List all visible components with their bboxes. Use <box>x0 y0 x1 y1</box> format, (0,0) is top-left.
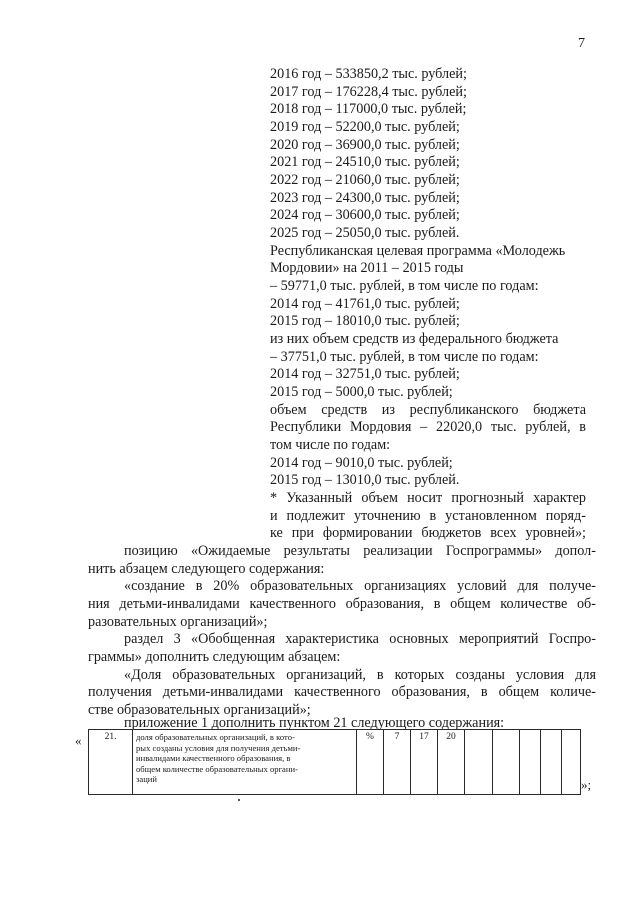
open-quote: « <box>75 733 82 748</box>
value-cell: 7 <box>384 730 411 795</box>
table-row <box>89 730 581 795</box>
description-line: доля образовательных организаций, в кото- <box>136 732 295 742</box>
funding-line: 2014 год – 9010,0 тыс. рублей; <box>270 455 453 471</box>
funding-line: Республики Мордовия – 22020,0 тыс. рублей, в <box>270 419 586 435</box>
funding-line: 2024 год – 30600,0 тыс. рублей; <box>270 207 460 223</box>
funding-line: из них объем средств из федерального бюджета <box>270 331 559 347</box>
value-cell: 20 <box>438 730 465 795</box>
close-quote: »; <box>581 777 592 792</box>
value-cell <box>493 730 520 795</box>
body-line: граммы» дополнить следующим абзацем: <box>88 649 341 665</box>
description-line: инвалидами качественного образования, в <box>136 753 291 764</box>
description-line: рых созданы условия для получения детьми- <box>136 742 301 753</box>
funding-line: 2018 год – 117000,0 тыс. рублей; <box>270 101 467 117</box>
funding-line: 2015 год – 13010,0 тыс. рублей. <box>270 472 460 488</box>
body-line: «Доля образовательных организаций, в которых созданы условия для <box>124 667 596 683</box>
funding-line: – 59771,0 тыс. рублей, в том числе по годам: <box>270 278 539 294</box>
funding-footnote-line: ке при формировании бюджетов всех уровней»; <box>270 525 586 541</box>
body-line: позицию «Ожидаемые результаты реализации Госпрограммы» допол- <box>124 543 596 559</box>
funding-line: Республиканская целевая программа «Молодежь <box>270 243 566 259</box>
scan-speck <box>238 799 240 801</box>
unit-cell: % <box>357 730 384 795</box>
funding-line: 2016 год – 533850,2 тыс. рублей; <box>270 66 467 82</box>
body-line: «создание в 20% образовательных организациях условий для получе- <box>124 578 596 594</box>
body-line: разовательных организаций»; <box>88 614 268 630</box>
funding-line: объем средств из республиканского бюджета <box>270 402 586 418</box>
funding-line: – 37751,0 тыс. рублей, в том числе по годам: <box>270 349 539 365</box>
funding-line: 2023 год – 24300,0 тыс. рублей; <box>270 190 460 206</box>
funding-line: 2017 год – 176228,4 тыс. рублей; <box>270 84 467 100</box>
funding-line: 2019 год – 52200,0 тыс. рублей; <box>270 119 460 135</box>
funding-line: 2025 год – 25050,0 тыс. рублей. <box>270 225 460 241</box>
funding-line: 2014 год – 41761,0 тыс. рублей; <box>270 296 460 312</box>
body-line: стве образовательных организаций»; <box>88 702 311 718</box>
description-cell <box>133 730 357 795</box>
funding-line: 2021 год – 24510,0 тыс. рублей; <box>270 154 460 170</box>
funding-line: 2015 год – 5000,0 тыс. рублей; <box>270 384 453 400</box>
page-number: 7 <box>578 36 585 51</box>
appendix-table <box>88 729 581 795</box>
body-line: получения детьми-инвалидами качественного образования, в общем количе- <box>88 684 596 700</box>
description-line: общем количестве образовательных органи- <box>136 763 298 774</box>
value-cell <box>465 730 493 795</box>
funding-line: 2020 год – 36900,0 тыс. рублей; <box>270 137 460 153</box>
funding-line: 2015 год – 18010,0 тыс. рублей; <box>270 313 460 329</box>
funding-line: 2014 год – 32751,0 тыс. рублей; <box>270 366 460 382</box>
funding-line: Мордовии» на 2011 – 2015 годы <box>270 260 464 276</box>
value-cell <box>520 730 541 795</box>
value-cell <box>562 730 581 795</box>
body-line: нить абзацем следующего содержания: <box>88 561 325 577</box>
funding-footnote-line: * Указанный объем носит прогнозный характер <box>270 490 586 506</box>
row-number-cell: 21. <box>89 730 133 795</box>
body-line: раздел 3 «Обобщенная характеристика основных мероприятий Госпро- <box>124 631 596 647</box>
body-line: ния детьми-инвалидами качественного образования, в общем количестве об- <box>88 596 596 612</box>
body-line: приложение 1 дополнить пунктом 21 следующего содержания: <box>124 715 505 731</box>
funding-footnote-line: и подлежит уточнению в установленном поряд- <box>270 508 586 524</box>
value-cell <box>541 730 562 795</box>
value-cell: 17 <box>411 730 438 795</box>
description-line: заций <box>136 774 158 785</box>
funding-line: 2022 год – 21060,0 тыс. рублей; <box>270 172 460 188</box>
funding-line: том числе по годам: <box>270 437 391 453</box>
